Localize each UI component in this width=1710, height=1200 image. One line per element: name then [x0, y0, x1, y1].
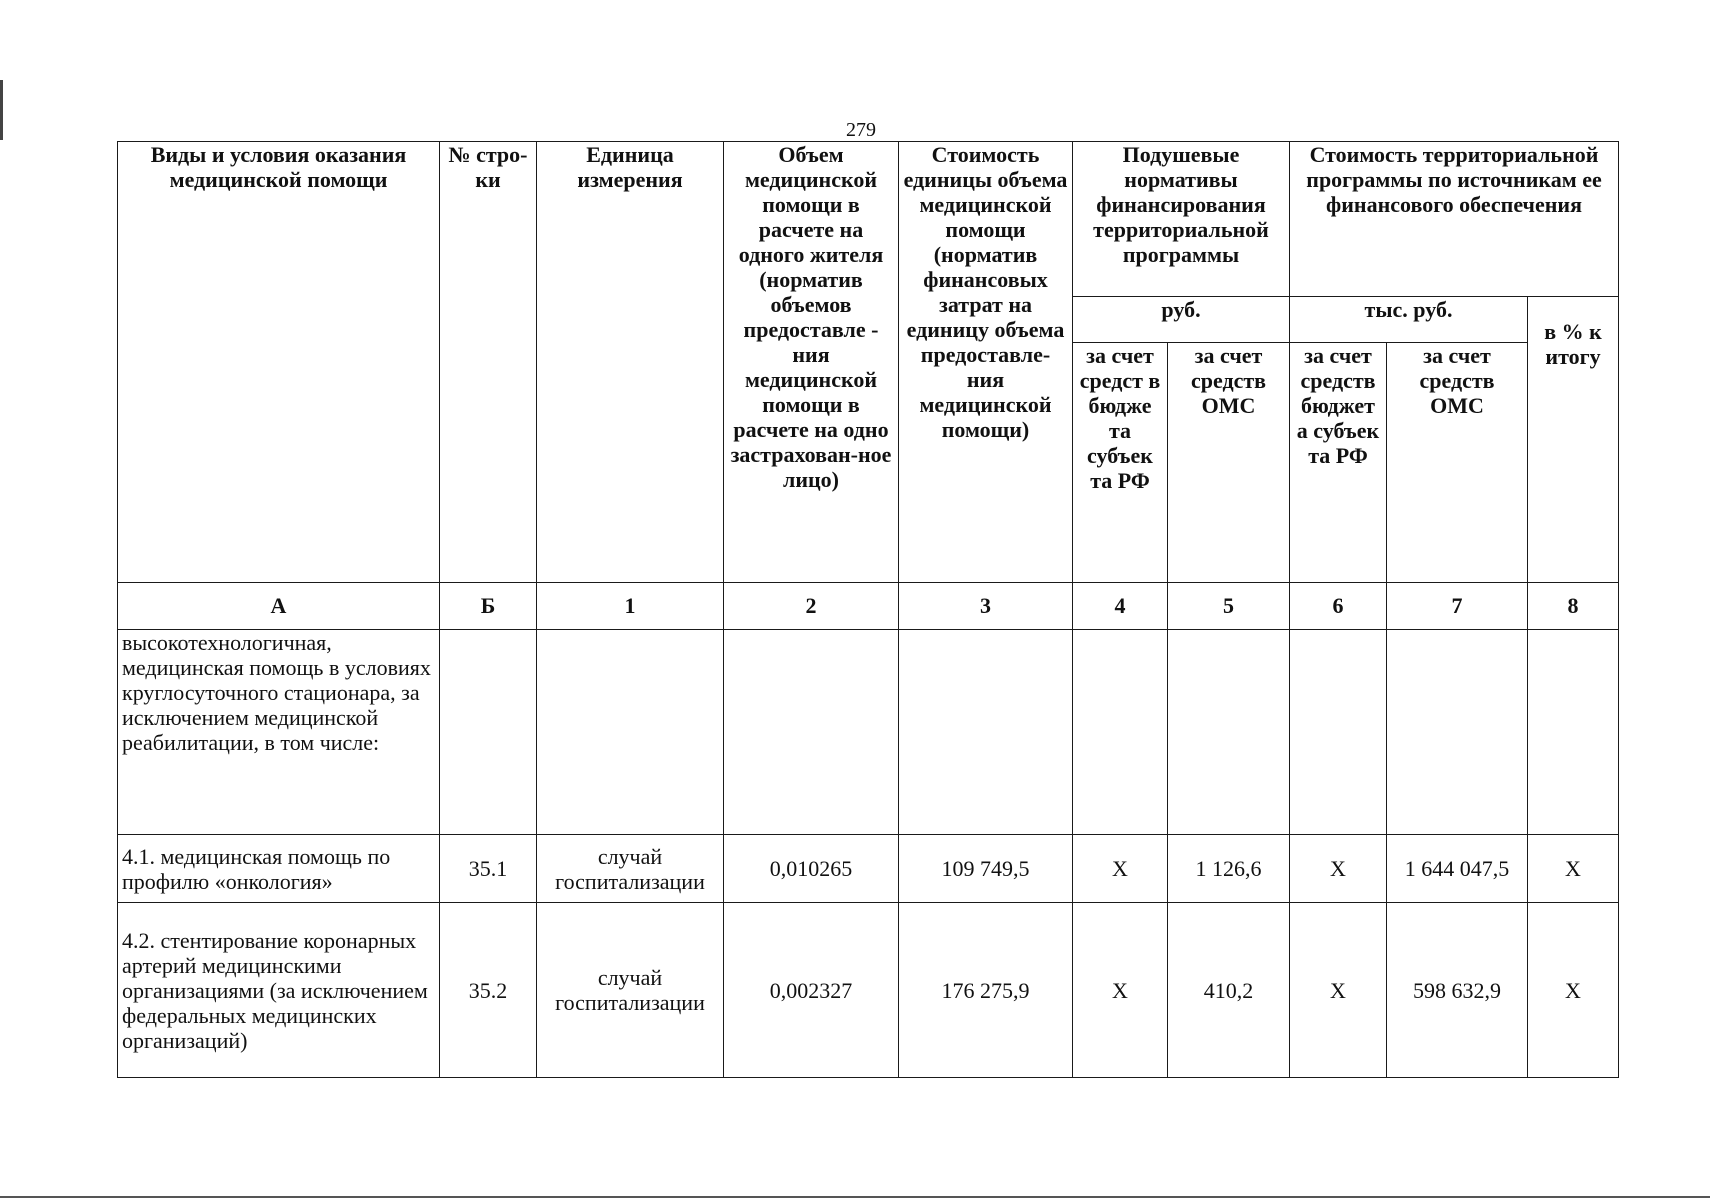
row-pc-budget: Х	[1073, 903, 1168, 1078]
header-cost-budget: за счет средств бюджет а субъек та РФ	[1290, 343, 1387, 583]
row-pc-oms: 410,2	[1168, 903, 1290, 1078]
row-pc-budget	[1073, 630, 1168, 835]
financing-table	[117, 141, 1619, 1078]
row-volume	[724, 630, 899, 835]
row-unit-cost	[899, 630, 1073, 835]
row-unit: случай госпитализации	[537, 835, 724, 903]
index-cell: Б	[440, 583, 537, 630]
row-cost-budget	[1290, 630, 1387, 835]
scan-edge-bottom	[0, 1196, 1710, 1198]
row-percent	[1528, 630, 1619, 835]
row-unit: случай госпитализации	[537, 903, 724, 1078]
row-cost-oms: 1 644 047,5	[1387, 835, 1528, 903]
index-cell: 4	[1073, 583, 1168, 630]
row-line: 35.2	[440, 903, 537, 1078]
row-volume: 0,002327	[724, 903, 899, 1078]
index-cell: 5	[1168, 583, 1290, 630]
row-cost-oms: 598 632,9	[1387, 903, 1528, 1078]
row-unit-cost: 176 275,9	[899, 903, 1073, 1078]
header-volume: Объем медицинской помощи в расчете на одного жителя (норматив объемов предоставле - ния медицинской помощи в расчете на одно застрахован-ное лицо)	[724, 142, 899, 583]
index-cell: 2	[724, 583, 899, 630]
header-pc-oms: за счет средств ОМС	[1168, 343, 1290, 583]
row-cost-budget: Х	[1290, 903, 1387, 1078]
row-name: 4.1. медицинская помощь по профилю «онкология»	[118, 835, 440, 903]
index-cell: 6	[1290, 583, 1387, 630]
header-unit-rub: руб.	[1073, 297, 1290, 343]
row-line: 35.1	[440, 835, 537, 903]
header-per-capita-group: Подушевые нормативы финансирования территориальной программы	[1073, 142, 1290, 297]
table-row	[118, 903, 1619, 1078]
row-line	[440, 630, 537, 835]
row-percent: Х	[1528, 903, 1619, 1078]
header-unit: Единица измерения	[537, 142, 724, 583]
index-cell: 3	[899, 583, 1073, 630]
header-unit-thousand-rub: тыс. руб.	[1290, 297, 1528, 343]
index-cell: 8	[1528, 583, 1619, 630]
table-row	[118, 835, 1619, 903]
row-cost-oms	[1387, 630, 1528, 835]
row-pc-budget: Х	[1073, 835, 1168, 903]
header-service-types: Виды и условия оказания медицинской помощи	[118, 142, 440, 583]
index-row	[118, 583, 1619, 630]
page-number: 279	[846, 119, 876, 141]
index-cell: 7	[1387, 583, 1528, 630]
header-cost-oms: за счет средств ОМС	[1387, 343, 1528, 583]
header-unit-cost: Стоимость единицы объема медицинской помощи (норматив финансовых затрат на единицу объема предоставле-ния медицинской помощи)	[899, 142, 1073, 583]
row-pc-oms: 1 126,6	[1168, 835, 1290, 903]
row-unit-cost: 109 749,5	[899, 835, 1073, 903]
row-name: высокотехнологичная, медицинская помощь в условиях круглосуточного стационара, за исключением медицинской реабилитации, в том числе:	[118, 630, 440, 835]
header-percent: в % к итогу	[1528, 297, 1619, 583]
table-row	[118, 630, 1619, 835]
row-volume: 0,010265	[724, 835, 899, 903]
row-percent: Х	[1528, 835, 1619, 903]
header-line-number: № стро-ки	[440, 142, 537, 583]
row-name: 4.2. стентирование коронарных артерий медицинскими организациями (за исключением федеральных медицинских организаций)	[118, 903, 440, 1078]
index-cell: 1	[537, 583, 724, 630]
header-pc-budget: за счет средст в бюдже та субъек та РФ	[1073, 343, 1168, 583]
index-cell: А	[118, 583, 440, 630]
row-unit	[537, 630, 724, 835]
header-program-cost-group: Стоимость территориальной программы по источникам ее финансового обеспечения	[1290, 142, 1619, 297]
row-cost-budget: Х	[1290, 835, 1387, 903]
row-pc-oms	[1168, 630, 1290, 835]
